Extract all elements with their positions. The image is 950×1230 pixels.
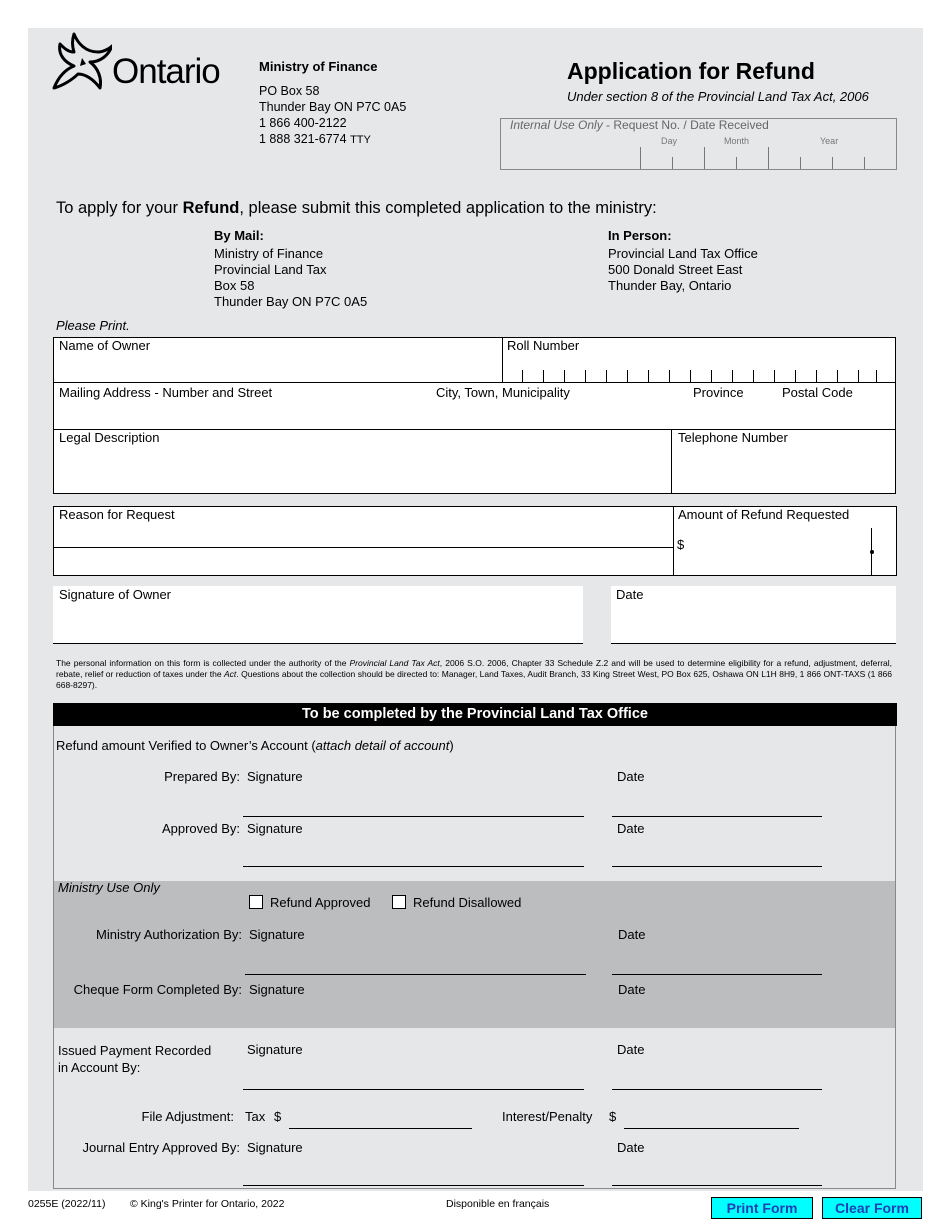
postal-code-label: Postal Code [782, 385, 853, 400]
reason-input-line-1[interactable] [54, 524, 672, 546]
name-of-owner-input[interactable] [54, 355, 501, 381]
province-label: Province [693, 385, 744, 400]
please-print-label: Please Print. [56, 318, 130, 333]
mailing-address-label: Mailing Address - Number and Street [59, 385, 273, 400]
page-subtitle: Under section 8 of the Provincial Land Tax Act, 2006 [567, 89, 869, 104]
by-mail-line: Box 58 [214, 278, 255, 293]
approved-date-label: Date [617, 821, 645, 836]
roll-number-label: Roll Number [507, 338, 580, 353]
refund-approved-checkbox[interactable] [249, 895, 263, 909]
cheque-date-label: Date [618, 982, 646, 997]
reason-label: Reason for Request [59, 507, 175, 522]
approved-signature-label: Signature [247, 821, 303, 836]
french-available: Disponible en français [446, 1198, 550, 1210]
authorization-signature-line[interactable] [245, 974, 586, 975]
journal-entry-label: Journal Entry Approved By: [82, 1140, 240, 1155]
by-mail-line: Provincial Land Tax [214, 262, 327, 277]
issued-date-line[interactable] [612, 1089, 822, 1090]
internal-day-label: Day [661, 136, 678, 146]
print-form-button[interactable]: Print Form [711, 1197, 813, 1219]
cheque-form-label: Cheque Form Completed By: [73, 982, 242, 997]
legal-description-label: Legal Description [59, 430, 160, 445]
postal-code-input[interactable] [780, 402, 894, 428]
ministry-phone: 1 866 400-2122 [259, 116, 347, 130]
form-number: 0255E (2022/11) [28, 1198, 106, 1210]
prepared-signature-label: Signature [247, 769, 303, 784]
approved-date-line[interactable] [612, 866, 822, 867]
amount-label: Amount of Refund Requested [678, 507, 850, 522]
approved-signature-line[interactable] [243, 866, 584, 867]
by-mail-line: Ministry of Finance [214, 246, 324, 261]
prepared-signature-line[interactable] [243, 816, 584, 817]
amount-cents-input[interactable] [875, 528, 895, 574]
prepared-date-line[interactable] [612, 816, 822, 817]
ministry-tty-phone: 1 888 321-6774 TTY [259, 132, 371, 146]
internal-use-label: Internal Use Only - Request No. / Date Received [510, 118, 769, 132]
intro-text: To apply for your Refund, please submit this completed application to the ministry: [56, 199, 657, 217]
approved-by-label: Approved By: [161, 821, 240, 836]
owner-date-label: Date [616, 587, 644, 602]
authorization-date-line[interactable] [612, 974, 822, 975]
in-person-heading: In Person: [608, 228, 672, 243]
legal-description-input[interactable] [54, 447, 670, 493]
refund-disallowed-label: Refund Disallowed [413, 895, 522, 910]
tax-amount-line[interactable] [289, 1128, 472, 1129]
page-title: Application for Refund [567, 58, 815, 84]
issued-date-label: Date [617, 1042, 645, 1057]
city-input[interactable] [434, 402, 684, 428]
cheque-signature-label: Signature [249, 982, 305, 997]
journal-signature-line[interactable] [243, 1185, 584, 1186]
interest-penalty-label: Interest/Penalty [502, 1109, 593, 1124]
decimal-point [870, 550, 874, 554]
tax-dollar-sign: $ [274, 1109, 282, 1124]
internal-year-label: Year [820, 136, 839, 146]
mailing-address-input[interactable] [54, 402, 429, 428]
prepared-date-label: Date [617, 769, 645, 784]
city-label: City, Town, Municipality [436, 385, 570, 400]
by-mail-line: Thunder Bay ON P7C 0A5 [214, 294, 368, 309]
copyright: © King's Printer for Ontario, 2022 [130, 1198, 285, 1210]
journal-date-label: Date [617, 1140, 645, 1155]
telephone-label: Telephone Number [678, 430, 788, 445]
ministry-authorization-label: Ministry Authorization By: [96, 927, 242, 942]
signature-owner-label: Signature of Owner [59, 587, 172, 602]
ministry-city: Thunder Bay ON P7C 0A5 [259, 100, 407, 114]
interest-dollar-sign: $ [609, 1109, 617, 1124]
by-mail-address [214, 228, 367, 310]
ministry-address [259, 59, 406, 148]
privacy-notice: The personal information on this form is collected under the authority of the Provincial Land Tax Act, 2006 S.O. 2006, Chapter 33 Schedule Z.2 and will be used to determine eligibility for a refund, adjustment, deferral, rebate, relief or reduction of taxes under the Act. Questions about the collection should be directed to: Manager, Land Taxes, Audit Branch, 33 King Street West, PO Box 625, Oshawa ON L1H 8H9, 1 866 ONT-TAXS (1 866 668-8297). [56, 658, 892, 690]
refund-approved-label: Refund Approved [270, 895, 371, 910]
interest-amount-line[interactable] [624, 1128, 799, 1129]
amount-dollars-input[interactable] [690, 528, 870, 574]
internal-month-label: Month [724, 136, 750, 146]
journal-signature-label: Signature [247, 1140, 303, 1155]
issued-signature-line[interactable] [243, 1089, 584, 1090]
office-section-title: To be completed by the Provincial Land Tax Office [53, 703, 897, 726]
authorization-date-label: Date [618, 927, 646, 942]
ministry-name: Ministry of Finance [259, 59, 378, 74]
ontario-trillium-logo-icon [52, 30, 112, 92]
in-person-line: 500 Donald Street East [608, 262, 743, 277]
file-adjustment-label: File Adjustment: [141, 1109, 234, 1124]
issued-signature-label: Signature [247, 1042, 303, 1057]
tax-label: Tax [245, 1109, 266, 1124]
clear-form-button[interactable]: Clear Form [822, 1197, 922, 1219]
ministry-use-only-label: Ministry Use Only [58, 880, 160, 895]
in-person-line: Provincial Land Tax Office [608, 246, 758, 261]
province-input[interactable] [690, 402, 775, 428]
in-person-line: Thunder Bay, Ontario [608, 278, 732, 293]
verified-label: Refund amount Verified to Owner’s Account (attach detail of account) [56, 738, 454, 753]
journal-date-line[interactable] [612, 1185, 822, 1186]
ministry-po-box: PO Box 58 [259, 84, 320, 98]
reason-input-line-2[interactable] [54, 549, 672, 575]
issued-payment-label: Issued Payment Recorded in Account By: [58, 1043, 212, 1075]
authorization-signature-label: Signature [249, 927, 305, 942]
by-mail-heading: By Mail: [214, 228, 264, 243]
amount-dollar-sign: $ [677, 537, 685, 552]
prepared-by-label: Prepared By: [164, 769, 240, 784]
owner-date-field[interactable] [611, 586, 896, 644]
ontario-logo-text: Ontario [112, 52, 220, 91]
refund-disallowed-checkbox[interactable] [392, 895, 406, 909]
in-person-address [608, 228, 758, 294]
telephone-input[interactable] [672, 447, 895, 493]
name-of-owner-label: Name of Owner [59, 338, 151, 353]
